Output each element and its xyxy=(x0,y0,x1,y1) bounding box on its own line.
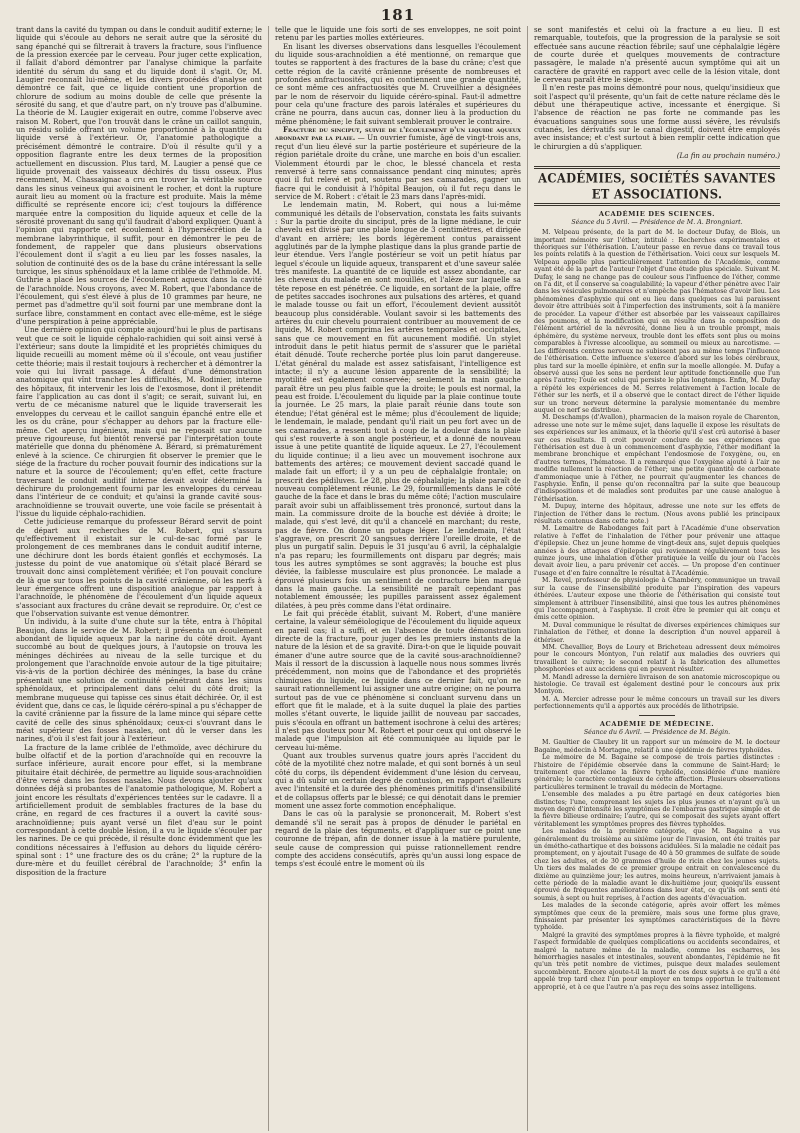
column-1 xyxy=(10,26,268,1131)
paragraph: Le lendemain matin, M. Robert, qui nous a lui-même communiqué les détails de l'observation, constata les faits suivants : Sur la partie droite du sinciput, près de la ligne médiane, le cuir chevelu est divisé par une plaie longue de 3 centimètres, et dirigée d'avant en arrière; les bords légèrement contus paraissent agglutinés par de la lymphe plastique dans la plus grande partie de leur étendue. Vers l'angle postérieur se voit un petit hiatus par lequel s'écoule un liquide aqueux, transparent et d'une saveur salée très manifeste. La quantité de ce liquide est assez abondante, car les cheveux du malade en sont mouillés, et l'alèze sur laquelle sa tête repose en est pénétrée. Ce liquide, en sortant de la plaie, offre de petites saccades isochrones aux pulsations des artères, et quand le malade tousse ou fait un effort, l'écoulement devient aussitôt beaucoup plus considérable. Voulant savoir si les battements des artères du cuir chevelu pourraient contribuer au mouvement de ce liquide, M. Robert comprima les artères temporales et occipitales, sans que ce mouvement en fût aucunement modifié. Un stylet introduit dans le petit hiatus permit de s'assurer que le pariétal était dénudé. Toute recherche portée plus loin parut dangereuse. L'état général du malade est assez satisfaisant, l'intelligence est intacte; il n'y a aucune lésion apparente de la sensibilité; la myotilité est également conservée; seulement la main gauche paraît être un peu plus faible que la droite; le pouls est normal, la peau est froide. L'écoulement du liquide par la plaie continue toute la journée. Le 25 mars, la plaie paraît réunie dans toute son étendue; l'état général est le même; plus d'écoulement de liquide; le lendemain, le malade, pendant qu'il riait un peu fort avec un de ses camarades, a ressenti tout à coup de la douleur dans la plaie qui s'est rouverte à son angle postérieur, et a donné de nouveau issue à une petite quantité de liquide aqueux. Le 27, l'écoulement du liquide continue; il a lieu avec un mouvement isochrone aux battements des artères; ce mouvement devient saccadé quand le malade fait un effort; il y a un peu de céphalalgie frontale; on prescrit des pédiluves. Le 28, plus de céphalalgie; la plaie paraît de nouveau complètement réunie. Le 29, fourmillements dans le côté gauche de la face et dans le bras du même côté; l'action musculaire paraît avoir subi un affaiblissement très prononcé, surtout dans la main. La commissure droite de la bouche est déviée à droite; le malade, qui s'est levé, dit qu'il a chancelé en marchant; du reste, pas de fièvre. On donne un potage léger. Le lendemain, l'état s'aggrave, on prescrit 20 sangsues derrière l'oreille droite, et de plus un purgatif salin. Depuis le 31 jusqu'au 6 avril, la céphalalgie n'a pas reparu; les fourmillements ont disparu par degrés; mais tous les autres symptômes se sont aggravés; la bouche est plus déviée, la faiblesse musculaire est plus prononcée. Le malade a éprouvé plusieurs fois un sentiment de contracture bien marqué dans la main gauche. La sensibilité ne paraît cependant pas notablement émoussée; les pupilles paraissent assez également dilatées, à peu près comme dans l'état ordinaire. xyxy=(275,200,521,610)
continued-note: (La fin au prochain numéro.) xyxy=(676,151,780,161)
paragraph: Malgré la gravité des symptômes propres à la fièvre typhoïde, et malgré l'aspect formidable de quelques complications ou accidents secondaires, et malgré la nature même de la maladie, comme les escharres, les hémorrhagies nasales et intestinales, souvent abondantes, l'épidémie ne fit qu'un très petit nombre de victimes, puisque deux malades seulement succombèrent. Encore ajoute-t-il la mort de ces deux sujets à ce qu'il a été appelé trop tard chez l'un pour employer en temps opportun le traitement approprié, et à ce que l'autre n'a pas reçu des soins assez intelligens. xyxy=(534,931,780,991)
paragraph: M. Duval communique le résultat de diverses expériences chimiques sur l'inhalation de l'éther, et donne la description d'un nouvel appareil à éthériser. xyxy=(534,621,780,644)
case-paragraph xyxy=(275,126,521,201)
paragraph: Une dernière opinion qui compte aujourd'hui le plus de partisans veut que ce soit le liquide céphalo-rachidien qui soit ainsi versé à l'extérieur; sans doute la limpidité et les propriétés chimiques du liquide recueilli au moment même où il s'écoule, ont veau justifier cette théorie; mais il restait toujours à rechercher et à démontrer la voie qui lui livrait passage. À défaut d'une démonstration anatomique qui vînt trancher les difficultés, M. Rodinier, interne des hôpitaux, fit intervenir les lois de l'exosmose, dont il prétendit faire l'application au cas dont il s'agit; ce serait, suivant lui, en vertu de ce mécanisme naturel que le liquide traverserait les enveloppes du cerveau et le caillot sanguin épanché entre elle et les os du crâne, pour s'échapper au dehors par la fracture elle-même. Cet aperçu ingénieux, mais qui ne reposait sur aucune preuve rigoureuse, fut bientôt renversé par l'interprétation toute matérielle que donna du phénomène A. Bérard, si prématurément enlevé à la science. Ce chirurgien fit observer le premier que le siége de la fracture du rocher pouvait fournir des indications sur la nature et la source de l'écoulement; qu'en effet, cette fracture traversant le conduit auditif interne devait avoir déterminé la déchirure du prolongement fourni par les enveloppes du cerveau dans l'intérieur de ce conduit; et qu'ainsi la grande cavité sous-arachnoïdienne se trouvait ouverte, une voie facile se présentait à l'issue du liquide céphalo-rachidien. xyxy=(16,325,262,518)
paragraph: L'ensemble des malades a pu être partagé en deux catégories bien distinctes; l'une, comprenant les sujets les plus jeunes et n'ayant qu'à un moyen degré d'intensité les symptômes de l'embarras gastrique simple et de la fièvre bilieuse ordinaire; l'autre, qui se composait des sujets ayant offert véritablement les symptômes propres des fièvres typhoïdes. xyxy=(534,791,780,828)
section-rule-top xyxy=(534,166,780,169)
paragraph: Un individu, à la suite d'une chute sur la tête, entra à l'hôpital Beaujon, dans le service de M. Robert; il présenta un écoulement abondant de liquide aqueux par la narine du côté droit. Ayant succombé au bout de quelques jours, à l'autopsie on trouva les méninges déchirées au niveau de la selle turcique et du prolongement que l'arachnoïde envoie autour de la tige pituitaire; vis-à-vis de la portion déchirée des méninges, la base du crâne présentait une solution de continuité pénétrant dans les sinus sphénoïdaux, et principalement dans celui du côté droit; la membrane muqueuse qui tapisse ces sinus était déchirée. Or, il est évident que, dans ce cas, le liquide céréro-spinal a pu s'échapper de la cavité crânienne par la fissure de la lame mince qui sépare cette cavité de celle des sinus sphénoïdaux; ceux-ci s'ouvrant dans le méat supérieur des fosses nasales, ont dû le verser dans les narines, d'où il s'est fait jour à l'extérieur. xyxy=(16,617,263,744)
academy-sciences-title: ACADÉMIE DES SCIENCES. xyxy=(598,209,716,218)
paragraph: Le mémoire de M. Bagaine se compose de trois parties distinctes : l'histoire de l'épidémie observée dans la commune de Saint-Hard; le traitement que réclame la fièvre typhoïde, considérée d'une manière générale; le caractère contagieux de cette affection. Plusieurs observations particulières terminent le travail du médecin de Mortagne. xyxy=(534,754,780,791)
paragraph: Les malades de la première catégorie, que M. Bagaine a vus généralement du troisième au sixième jour de l'invasion, ont été traités par un émétho-cathartique et des boissons acidulées. Si la maladie ne cédait pas promptement, on y ajoutait l'usage de 40 à 50 grammes de sulfate de soude chez les adultes, et de 30 grammes d'huile de ricin chez les jeunes sujets. Un tiers des malades de ce premier groupe entrait en convalescence du dixième au quinzième jour; les autres, moins heureux, n'arrivaient jamais à cette période de la maladie avant le dix-huitième jour, quoiqu'ils eussent éprouvé de fréquentes améliorations dans leur état, ce qu'ils ont senti été soumis, à sept ou huit reprises, à l'action des agents d'évacuation. xyxy=(534,828,780,902)
academy-medecine-title: ACADÉMIE DE MÉDECINE. xyxy=(599,719,715,728)
paragraph: Les malades de la seconde catégorie, après avoir offert les mêmes symptômes que ceux de la première, mais sous une forme plus grave, finissaient par présenter les symptômes caractéristiques de la fièvre typhoïde. xyxy=(534,902,780,932)
column-2 xyxy=(268,26,527,1131)
page-number: 181 xyxy=(380,6,416,24)
paragraph: En lisant les diverses observations dans lesquelles l'écoulement du liquide sous-arachnoïdien a été mentionné, on remarque que toutes se rapportent à des fractures de la base du crâne; c'est que cette région de la cavité crânienne présente de nombreuses et profondes anfractuosités, qui en contiennent une grande quantité, ce sont même ces anfractuosités que M. Cruveilhier a désignées par le nom de réservoir du liquide céréro-spinal. Faut-il admettre pour cela qu'une fracture des parois latérales et supérieures du crâne ne pourra, dans aucun cas, donner lieu à la production du même phénomène; le fait suivant semblerait prouver le contraire. xyxy=(275,41,521,126)
paragraph: Le fait qui précède établit, suivant M. Robert, d'une manière certaine, la valeur séméiologique de l'écoulement du liquide aqueux en pareil cas; il a suffi, et en l'absence de toute démonstration directe de la fracture, pour juger des les premiers instants de la nature de la lésion et de sa gravité. Dira-t-on que le liquide pouvait émaner d'une autre source que de la cavité sous-arachnoïdienne? Mais il ressort de la discussion à laquelle nous nous sommes livrés précédemment, non moins que de l'abondance et des propriétés chimiques du liquide, ce liquide dans ce dernier fait, qu'on ne saurait rationnellement lui assigner une autre origine; on ne pourra surtout pas de vue ce phénomène si concluant survenu dans un effort que fit le malade, et à la suite duquel la plaie des parties molles s'étant ouverte, le liquide jaillit de nouveau par saccades, puis s'écoula en offrant un battement isochrone à celui des artères; il n'est pas douteux pour M. Robert et pour ceux qui ont observé le malade que l'impulsion ait été communiquée au liquide par le cerveau lui-même. xyxy=(275,609,521,752)
paragraph: se sont manifestés et celui où la fracture a eu lieu. Il est remarquable, toutefois, que la progression de la paralysie se soit effectuée sans aucune réaction fébrile; sauf une céphalalgie légère de courte durée et quelques mouvements de contracture passagère, le malade n'a présenté aucun symptôme qui ait un caractère de gravité en rapport avec celle de la lésion vitale, dont le cerveau paraît être le siége. xyxy=(534,26,780,85)
paragraph: M. Lemaitre de Rabodanges fait part à l'Académie d'une observation relative à l'effet de l'inhalation de l'éther pour prévenir une attaque d'épilepsie. Chez un jeune homme de vingt-deux ans, sujet depuis quelques années à des attaques d'épilepsie qui reviennent régulièrement tous les quinze jours, une inhalation d'éther pratiquée la veille du jour où l'accès devait avoir lieu, a paru prévenir cet accès. — Un propose d'en continuer l'usage et d'en faire connaître le résultat à l'Académie. xyxy=(534,525,780,577)
academy-sciences-session: Séance du 5 Avril. — Présidence de M. A. Brongniart. xyxy=(571,218,743,226)
paragraph: M. Mandl adresse la dernière livraison de son anatomie microscopique ou histologie. Ce travail est également destiné pour le concours aux prix Montyon. xyxy=(534,673,780,696)
paragraph: MM. Chevallier, Boys de Loury et Bricheteau adressent deux mémoires pour le concours Montyon, l'un relatif aux maladies des ouvriers qui travaillent le cuivre; le second relatif à la fabrication des allumettes phosphorées et aux accidens qui en peuvent résulter. xyxy=(534,643,780,674)
paragraph: telle que le liquide une fois sorti de ses enveloppes, ne soit point retenu par les parties molles extérieures. xyxy=(275,26,521,43)
academy-medecine-session: Séance du 6 Avril. — Présidence de M. Bégin. xyxy=(583,728,731,736)
case-text: — Un ouvrier fumiste, âgé de vingt-trois ans, reçut d'un lieu élevé sur la partie postérieure et supérieure de la région pariétale droite du crâne, une marche en bois d'un escalier. Violemment étourdi par le choc, le blessé chancela et resta renversé à terre sans connaissance pendant cinq minutes; après quoi il fut relevé et put, soutenu par ses camarades, gagner un fiacre qui le conduisit à l'hôpital Beaujon, où il fut reçu dans le service de M. Robert : c'était le 23 mars dans l'après-midi. xyxy=(275,133,521,201)
paragraph: Quant aux troubles survenus quatre jours après l'accident du côté de la myotilité chez notre malade, et qui sont bornés à un seul côté du corps, ils dépendent évidemment d'une lésion du cerveau, qui a dû subir un certain degré de contusion, en rapport d'ailleurs avec l'intensité et la durée des phénomènes primitifs d'insensibilité et de collapsus offerts par le blessé; ce qui dénotait dans le premier moment une assez forte commotion encéphalique. xyxy=(275,750,521,810)
paragraph: M. Revel, professeur de physiologie à Chambéry, communique un travail sur la cause de l'insensibilité produite par l'inspiration des vapeurs éthérées. L'auteur expose une théorie de l'éthérisation qui consiste tout simplement à attribuer l'insensibilité, ainsi que tous les autres phénomènes qui l'accompagnent, à l'asphyxie. Il croit être le premier qui ait conçu et émis cette opinion. xyxy=(534,577,780,622)
paragraph: La fracture de la lame criblée de l'ethmoïde, avec déchirure du bulbe olfactif et de la portion d'arachnoïde qui en recouvre la surface inférieure, aurait encore pour effet, si la membrane pituitaire était déchirée, de permettre au liquide sous-arachnoïdien d'être versé dans les fosses nasales. Nous devons ajouter qu'aux données déjà si probantes de l'anatomie pathologique, M. Robert a joint encore les résultats d'expériences tentées sur le cadavre. Il a artificiellement produit de semblables fractures de la base du crâne, en regard de ces fractures il a ouvert la cavité sous-arachnoïdienne; puis ayant versé un filet d'eau sur le point correspondant à cette double lésion, il a vu le liquide s'écouler par les narines. De ce qui précède, il résulte donc évidemment que les conditions nécessaires à l'effusion au dehors du liquide céréro-spinal sont : 1° une fracture des os du crâne; 2° la rupture de la dure-mère et du feuillet cérébral de l'arachnoïde; 3° enfin la disposition de la fracture xyxy=(16,742,262,877)
paragraph: M. Dupuy, interne des hôpitaux, adresse une note sur les effets de l'injection de l'éther dans le rectum. (Nous avons publié les principaux résultats contenus dans cette note.) xyxy=(534,503,780,526)
section-rule-bottom xyxy=(534,203,780,206)
case-heading: Fracture du sinciput, suivie de l'écoulement d'un liquide aqueux abondant par la plaie. xyxy=(275,125,521,143)
paragraph: M. A. Mercier adresse pour le même concours un travail sur les divers perfectionnements qu'il a apportés aux procédés de lithotripsie. xyxy=(534,695,780,711)
paragraph: trant dans la cavité du tympan ou dans le conduit auditif externe; le liquide qui s'écoule au dehors ne serait autre que la sérosité du sang épanché qui se filtrerait à travers la fracture, sous l'influence de la pression exercée par le cerveau. Pour juger cette explication, il fallait d'abord démontrer par l'analyse chimique la parfaite identité du sérum du sang et du liquide dont il s'agit. Or, M. Laugier reconnaît lui-même, et les divers procédés d'analyse ont démontré ce fait, que ce liquide contient une proportion de chlorure de sodium au moins double de celle que présente la sérosité du sang, et que d'autre part, on n'y trouve pas d'albumine. La théorie de M. Laugier exigerait en outre, comme l'observe avec raison M. Robert, que l'on trouvât dans le crâne un caillot sanguin, un résidu solide offrant un volume proportionné à la quantité du liquide versé à l'extérieur. Or, l'anatomie pathologique a précisément démontré le contraire. D'où il résulte qu'il y a opposition flagrante entre les deux termes de la proposition actuellement en discussion. Plus tard, M. Laugier a pensé que ce liquide provenait des vaisseaux déchirés du tissu osseux. Plus récemment, M. Chassaignac a cru en trouver la véritable source dans les sinus veineux qui avoisinent le rocher, et dont la rupture aurait lieu au moment où la fracture est produite. Mais la même difficulté se représente encore ici; c'est toujours la différence marquée entre la composition du liquide aqueux et celle de la sérosité provenant du sang qu'il faudrait d'abord expliquer. Quant à l'opinion qui rapporte cet écoulement à l'hypersécrétion de la membrane labyrinthique, il suffit, pour en démontrer le peu de fondement, de rappeler que dans plusieurs observations l'écoulement dont il s'agit a eu lieu par les fosses nasales, la solution de continuité des os de la base du crâne intéressant la selle turcique, les sinus sphénoïdaux et la lame criblée de l'ethmoïde. M. Guthrie a placé les sources de l'écoulement aqueux dans la cavité de l'arachnoïde. Nous croyons, avec M. Robert, que l'abondance de l'écoulement, qui s'est élevé à plus de 10 grammes par heure, ne permet pas d'admettre qu'il soit fourni par une membrane dont la surface libre, constamment en contact avec elle-même, est le siége d'une perspiration à peine appréciable. xyxy=(16,26,262,327)
section-title: ACADÉMIES, SOCIÉTÉS SAVANTES ET ASSOCIATIONS. xyxy=(538,169,776,202)
paragraph: M. Velpeau présente, de la part de M. le docteur Dufay, de Blois, un important mémoire sur l'éther, intitulé : Recherches expérimentales et théoriques sur l'éthérisation. L'auteur passe en revue dans ce travail tous les points relatifs à la question de l'éthérisation. Voici ceux sur lesquels M. Velpeau appelle plus particulièrement l'attention de l'Académie, comme ayant été de la part de l'auteur l'objet d'une étude plus spéciale. Suivant M. Dufay, le sang ne change pas de couleur sous l'influence de l'éther, comme on l'a dit, et il conserve sa coagulabilité; la vapeur d'éther pénètre avec l'air dans les vésicules pulmonaires et n'empêche pas l'hématose d'avoir lieu. Les phénomènes d'asphyxie qui ont eu lieu dans quelques cas lui paraissent devoir être attribués soit à l'imperfection des instruments, soit à la manière de procéder. La vapeur d'éther est absorbée par les vaisseaux capillaires des poumons, et la modification qui en résulte dans la composition de l'élément artériel de la névrosité, donne lieu à un trouble prompt, mais éphémère, du système nerveux, trouble dont les effets sont plus ou moins comparables à l'ivresse alcoolique, au sommeil ou mieux au narcotisme. — Les différents centres nerveux ne subissent pas au même temps l'influence de l'éthérisation. Cette influence s'exerce d'abord sur les lobes cérébraux, plus tard sur la moelle épinière, et enfin sur la moelle allongée. M. Dufay a observé aussi que les sens ne perdent leur aptitude fonctionnelle que l'un après l'autre; l'ouïe est celui qui persiste le plus longtemps. Enfin, M. Dufay a répété les expériences de M. Serres relativement à l'action locale de l'éther sur les nerfs, et il a observé que le contact direct de l'éther liquide sur un tronc nerveux détermine la paralysie momentanée du membre auquel ce nerf se distribue. xyxy=(534,229,780,414)
columns xyxy=(10,26,786,1131)
paragraph: M. Gaultier de Claubry lit un rapport sur un mémoire de M. le docteur Bagaine, médecin à Mortagne, relatif à une épidémie de fièvres typhoïdes. xyxy=(534,739,780,754)
divider xyxy=(639,715,675,716)
paragraph: Il n'en reste pas moins démontré pour nous, quelqu'insidieux que soit l'aspect qu'il présente, qu'un fait de cette nature réclame dès le début une thérapeutique active, incessante et énergique. Si l'absence de réaction ne pas forte ne commande pas les évacuations sanguines sous une forme aussi sévère, les révulsifs cutanés, les dérivatifs sur le canal digestif, doivent être employés avec insistance; et c'est surtout à bien remplir cette indication que le chirurgien a dû s'appliquer. xyxy=(534,83,780,151)
column-3 xyxy=(527,26,786,1131)
paragraph: Dans le cas où la paralysie se prononcerait, M. Robert s'est demandé s'il ne serait pas à propos de dénuder le pariétal en regard de la plaie des téguments, et d'appliquer sur ce point une couronne de trépan, afin de donner issue à la matière purulente, seule cause de compression qui puisse rationnellement rendre compte des accidens consécutifs, après qu'un aussi long espace de temps s'est écoulé entre le moment où ils xyxy=(275,809,521,869)
paragraph: Cette judicieuse remarque du professeur Bérard servit de point de départ aux recherches de M. Robert, qui s'assura qu'effectivement il existait sur le cul-de-sac formé par le prolongement de ces membranes dans le conduit auditif interne, une déchirure dont les bords étaient gonflés et ecchymosés. La justesse du point de vue anatomique où s'était placé Bérard se trouvait donc ainsi complètement vérifiée; et l'on pouvait conclure de là que sur tous les points de la cavité crânienne, où les nerfs à leur émergence offrent une disposition analogue par rapport à l'arachnoïde, le phénomène de l'écoulement d'un liquide aqueux s'associant aux fractures du crâne devait se reproduire. Or, c'est ce que l'observation suivante est venue démontrer. xyxy=(16,517,262,619)
paragraph: M. Deschamps (d'Avallon), pharmacien de la maison royale de Charenton, adresse une note sur le même sujet, dans laquelle il expose les résultats de ses expériences sur les animaux, et la théorie qu'il s'est crû autorisé à baser sur ces résultats. Il croit pouvoir conclure de ses expériences que l'éthérisation est due à un commencement d'asphyxie, l'éther modifiant la membrane bronchique et empêchant l'endosmose de l'oxygène, ou, en d'autres termes, l'hématose. Il a remarqué que l'oxygène ajouté à l'air ne modifie nullement la réaction de l'éther; une petite quantité de carbonate d'ammoniaque unie à l'éther, ne pourrait qu'augmenter les chances de l'asphyxie. Enfin, il pense qu'on reconnaîtra par la suite que beaucoup d'indispositions et de maladies sont produites par une cause analogue à l'éthérisation. xyxy=(534,414,780,503)
